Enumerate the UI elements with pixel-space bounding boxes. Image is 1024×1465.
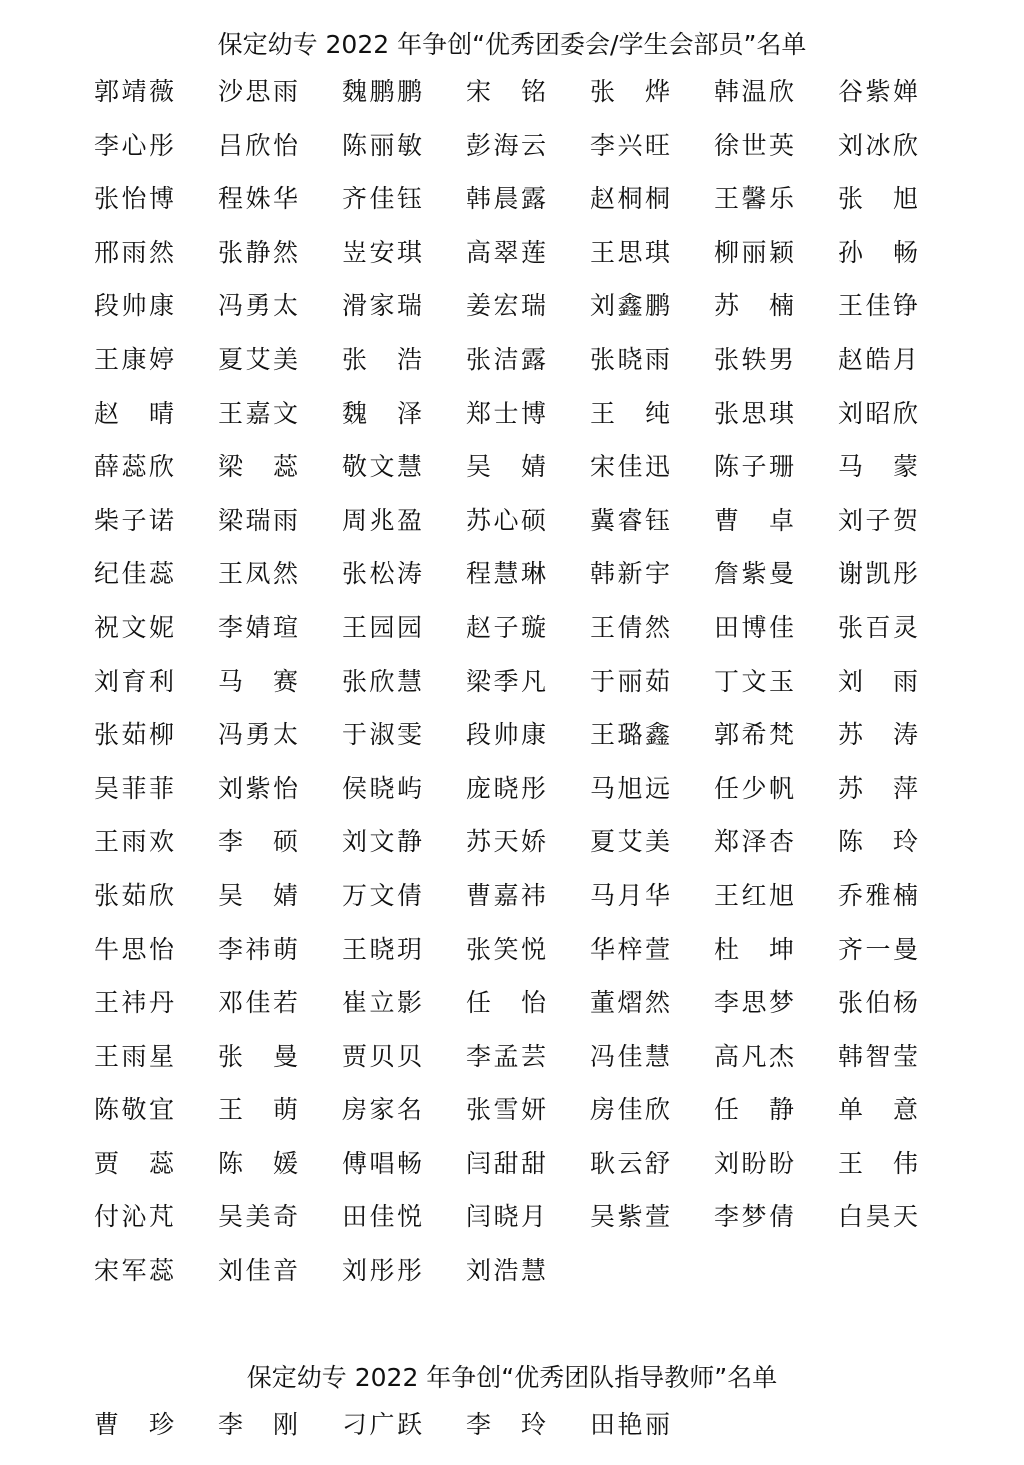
name-entry: 彭海云 — [466, 130, 546, 160]
name-entry: 田艳丽 — [590, 1410, 670, 1439]
name-entry: 宋 铭 — [466, 77, 546, 106]
name-entry: 张茹欣 — [94, 880, 174, 910]
name-entry: 于丽茹 — [590, 666, 670, 696]
name-entry: 王红旭 — [714, 880, 794, 910]
name-entry: 吴紫萱 — [590, 1202, 670, 1232]
name-entry: 王 萌 — [218, 1095, 298, 1125]
name-entry: 王晓玥 — [342, 934, 422, 964]
name-entry: 李祎萌 — [218, 934, 298, 964]
name-entry: 王雨欢 — [94, 827, 174, 857]
name-entry: 李 硕 — [218, 827, 298, 857]
name-entry: 刘育利 — [94, 666, 174, 696]
name-entry: 刘 雨 — [838, 666, 918, 696]
name-entry: 高翠莲 — [466, 237, 546, 267]
name-entry: 邓佳若 — [218, 988, 298, 1018]
name-entry: 沙思雨 — [218, 77, 298, 106]
name-entry: 王祎丹 — [94, 988, 174, 1018]
name-entry: 庞晓彤 — [466, 773, 546, 803]
name-entry: 任 怡 — [466, 988, 546, 1018]
name-entry: 刘盼盼 — [714, 1148, 794, 1178]
name-entry: 刘昭欣 — [838, 398, 918, 428]
name-entry: 柳丽颖 — [714, 237, 794, 267]
name-entry: 张晓雨 — [590, 344, 670, 374]
name-entry: 陈丽敏 — [342, 130, 422, 160]
name-entry: 闫甜甜 — [466, 1148, 546, 1178]
name-entry: 李心彤 — [94, 130, 174, 160]
name-entry: 程姝华 — [218, 184, 298, 214]
name-entry: 魏鹏鹏 — [342, 77, 422, 106]
name-entry: 赵桐桐 — [590, 184, 670, 214]
name-entry: 齐一曼 — [838, 934, 918, 964]
name-entry: 李 玲 — [466, 1410, 546, 1439]
name-entry: 吴美奇 — [218, 1202, 298, 1232]
name-entry: 夏艾美 — [590, 827, 670, 857]
name-entry: 刘鑫鹏 — [590, 291, 670, 321]
name-entry: 李兴旺 — [590, 130, 670, 160]
name-entry: 白昊天 — [838, 1202, 918, 1232]
name-entry: 韩晨露 — [466, 184, 546, 214]
name-entry: 吴菲菲 — [94, 773, 174, 803]
name-entry: 马月华 — [590, 880, 670, 910]
name-entry: 单 意 — [838, 1095, 918, 1125]
name-entry: 王嘉文 — [218, 398, 298, 428]
name-entry: 王康婷 — [94, 344, 174, 374]
name-entry: 梁瑞雨 — [218, 505, 298, 535]
name-entry: 杜 坤 — [714, 934, 794, 964]
name-entry: 刘彤彤 — [342, 1256, 422, 1286]
name-entry: 李孟芸 — [466, 1041, 546, 1071]
name-entry: 张雪妍 — [466, 1095, 546, 1125]
name-entry: 房家名 — [342, 1095, 422, 1125]
name-entry: 田佳悦 — [342, 1202, 422, 1232]
name-entry: 华梓萱 — [590, 934, 670, 964]
name-entry: 岦安琪 — [342, 237, 422, 267]
name-entry: 吴 婧 — [466, 452, 546, 482]
name-entry: 田博佳 — [714, 612, 794, 642]
name-entry: 王思琪 — [590, 237, 670, 267]
name-entry: 万文倩 — [342, 880, 422, 910]
name-entry: 梁季凡 — [466, 666, 546, 696]
name-entry: 王凤然 — [218, 559, 298, 589]
name-entry: 张轶男 — [714, 344, 794, 374]
name-entry: 耿云舒 — [590, 1148, 670, 1178]
name-entry: 贾 蕊 — [94, 1148, 174, 1178]
name-entry: 张伯杨 — [838, 988, 918, 1018]
name-entry: 任少帆 — [714, 773, 794, 803]
name-entry: 任 静 — [714, 1095, 794, 1125]
name-entry: 李婧瑄 — [218, 612, 298, 642]
name-entry: 段帅康 — [94, 291, 174, 321]
teacher-name-grid — [94, 1407, 962, 1447]
name-entry: 王佳铮 — [838, 291, 918, 321]
name-entry: 赵皓月 — [838, 344, 918, 374]
name-entry: 张 烨 — [590, 77, 670, 106]
name-entry: 王 纯 — [590, 398, 670, 428]
name-entry: 韩温欣 — [714, 77, 794, 106]
name-entry: 张 曼 — [218, 1041, 298, 1071]
name-entry: 刘佳音 — [218, 1256, 298, 1286]
name-entry: 谢凯彤 — [838, 559, 918, 589]
name-entry: 陈子珊 — [714, 452, 794, 482]
name-entry: 詹紫曼 — [714, 559, 794, 589]
name-entry: 张洁露 — [466, 344, 546, 374]
name-entry: 王璐鑫 — [590, 720, 670, 750]
name-entry: 张笑悦 — [466, 934, 546, 964]
name-entry: 赵子璇 — [466, 612, 546, 642]
name-entry: 刘浩慧 — [466, 1256, 546, 1286]
name-entry: 丁文玉 — [714, 666, 794, 696]
name-entry: 刁广跃 — [342, 1410, 422, 1439]
name-entry: 滑家瑞 — [342, 291, 422, 321]
name-entry: 郭靖薇 — [94, 77, 174, 106]
name-entry: 张 浩 — [342, 344, 422, 374]
name-entry: 牛思怡 — [94, 934, 174, 964]
name-entry: 苏天娇 — [466, 827, 546, 857]
name-entry: 王园园 — [342, 612, 422, 642]
name-entry: 于淑雯 — [342, 720, 422, 750]
name-entry: 张百灵 — [838, 612, 918, 642]
name-entry: 齐佳钰 — [342, 184, 422, 214]
name-entry: 董熠然 — [590, 988, 670, 1018]
name-entry: 陈敬宜 — [94, 1095, 174, 1125]
name-entry: 苏 涛 — [838, 720, 918, 750]
name-entry: 王倩然 — [590, 612, 670, 642]
name-entry: 郭希梵 — [714, 720, 794, 750]
name-entry: 刘子贺 — [838, 505, 918, 535]
name-entry: 宋军蕊 — [94, 1256, 174, 1286]
name-entry: 曹 卓 — [714, 505, 794, 535]
name-entry: 柴子诺 — [94, 505, 174, 535]
name-entry: 马 蒙 — [838, 452, 918, 482]
name-entry: 纪佳蕊 — [94, 559, 174, 589]
name-entry: 徐世英 — [714, 130, 794, 160]
name-entry: 苏心硕 — [466, 505, 546, 535]
name-entry: 夏艾美 — [218, 344, 298, 374]
name-entry: 姜宏瑞 — [466, 291, 546, 321]
name-entry: 孙 畅 — [838, 237, 918, 267]
name-entry: 冯佳慧 — [590, 1041, 670, 1071]
name-entry: 李梦倩 — [714, 1202, 794, 1232]
name-entry: 王 伟 — [838, 1148, 918, 1178]
name-entry: 张欣慧 — [342, 666, 422, 696]
name-entry: 崔立影 — [342, 988, 422, 1018]
name-entry: 冯勇太 — [218, 720, 298, 750]
name-entry: 周兆盈 — [342, 505, 422, 535]
name-entry: 高凡杰 — [714, 1041, 794, 1071]
name-entry: 赵 晴 — [94, 398, 174, 428]
committee-name-grid — [94, 74, 962, 1307]
name-entry: 王馨乐 — [714, 184, 794, 214]
name-entry: 曹 珍 — [94, 1410, 174, 1439]
name-entry: 段帅康 — [466, 720, 546, 750]
name-entry: 薛蕊欣 — [94, 452, 174, 482]
name-entry: 冀睿钰 — [590, 505, 670, 535]
name-entry: 刘文静 — [342, 827, 422, 857]
name-entry: 张思琪 — [714, 398, 794, 428]
name-entry: 马旭远 — [590, 773, 670, 803]
name-entry: 宋佳迅 — [590, 452, 670, 482]
name-entry: 韩新宇 — [590, 559, 670, 589]
name-entry: 郑士博 — [466, 398, 546, 428]
teacher-list-title: 保定幼专 2022 年争创“优秀团队指导教师”名单 — [246, 1363, 778, 1392]
name-entry: 冯勇太 — [218, 291, 298, 321]
name-entry: 陈 媛 — [218, 1148, 298, 1178]
name-entry: 陈 玲 — [838, 827, 918, 857]
name-entry: 谷紫婵 — [838, 77, 918, 106]
name-entry: 吴 婧 — [218, 880, 298, 910]
name-entry: 房佳欣 — [590, 1095, 670, 1125]
name-entry: 张松涛 — [342, 559, 422, 589]
name-entry: 吕欣怡 — [218, 130, 298, 160]
name-entry: 魏 泽 — [342, 398, 422, 428]
name-entry: 付沁芃 — [94, 1202, 174, 1232]
name-entry: 苏 萍 — [838, 773, 918, 803]
name-entry: 张 旭 — [838, 184, 918, 214]
name-entry: 程慧琳 — [466, 559, 546, 589]
name-entry: 梁 蕊 — [218, 452, 298, 482]
name-entry: 李 刚 — [218, 1410, 298, 1439]
name-entry: 张静然 — [218, 237, 298, 267]
name-entry: 侯晓屿 — [342, 773, 422, 803]
name-entry: 曹嘉祎 — [466, 880, 546, 910]
name-entry: 乔雅楠 — [838, 880, 918, 910]
name-entry: 闫晓月 — [466, 1202, 546, 1232]
name-entry: 刘冰欣 — [838, 130, 918, 160]
name-entry: 王雨星 — [94, 1041, 174, 1071]
name-entry: 邢雨然 — [94, 237, 174, 267]
name-entry: 傅唱畅 — [342, 1148, 422, 1178]
name-entry: 祝文妮 — [94, 612, 174, 642]
name-entry: 刘紫怡 — [218, 773, 298, 803]
committee-list-title: 保定幼专 2022 年争创“优秀团委会/学生会部员”名单 — [217, 30, 807, 59]
name-entry: 苏 楠 — [714, 291, 794, 321]
name-entry: 李思梦 — [714, 988, 794, 1018]
name-entry: 张茹柳 — [94, 720, 174, 750]
name-entry: 马 赛 — [218, 666, 298, 696]
name-entry: 郑泽杏 — [714, 827, 794, 857]
name-entry: 贾贝贝 — [342, 1041, 422, 1071]
name-entry: 敬文慧 — [342, 452, 422, 482]
name-entry: 张怡博 — [94, 184, 174, 214]
name-entry: 韩智莹 — [838, 1041, 918, 1071]
